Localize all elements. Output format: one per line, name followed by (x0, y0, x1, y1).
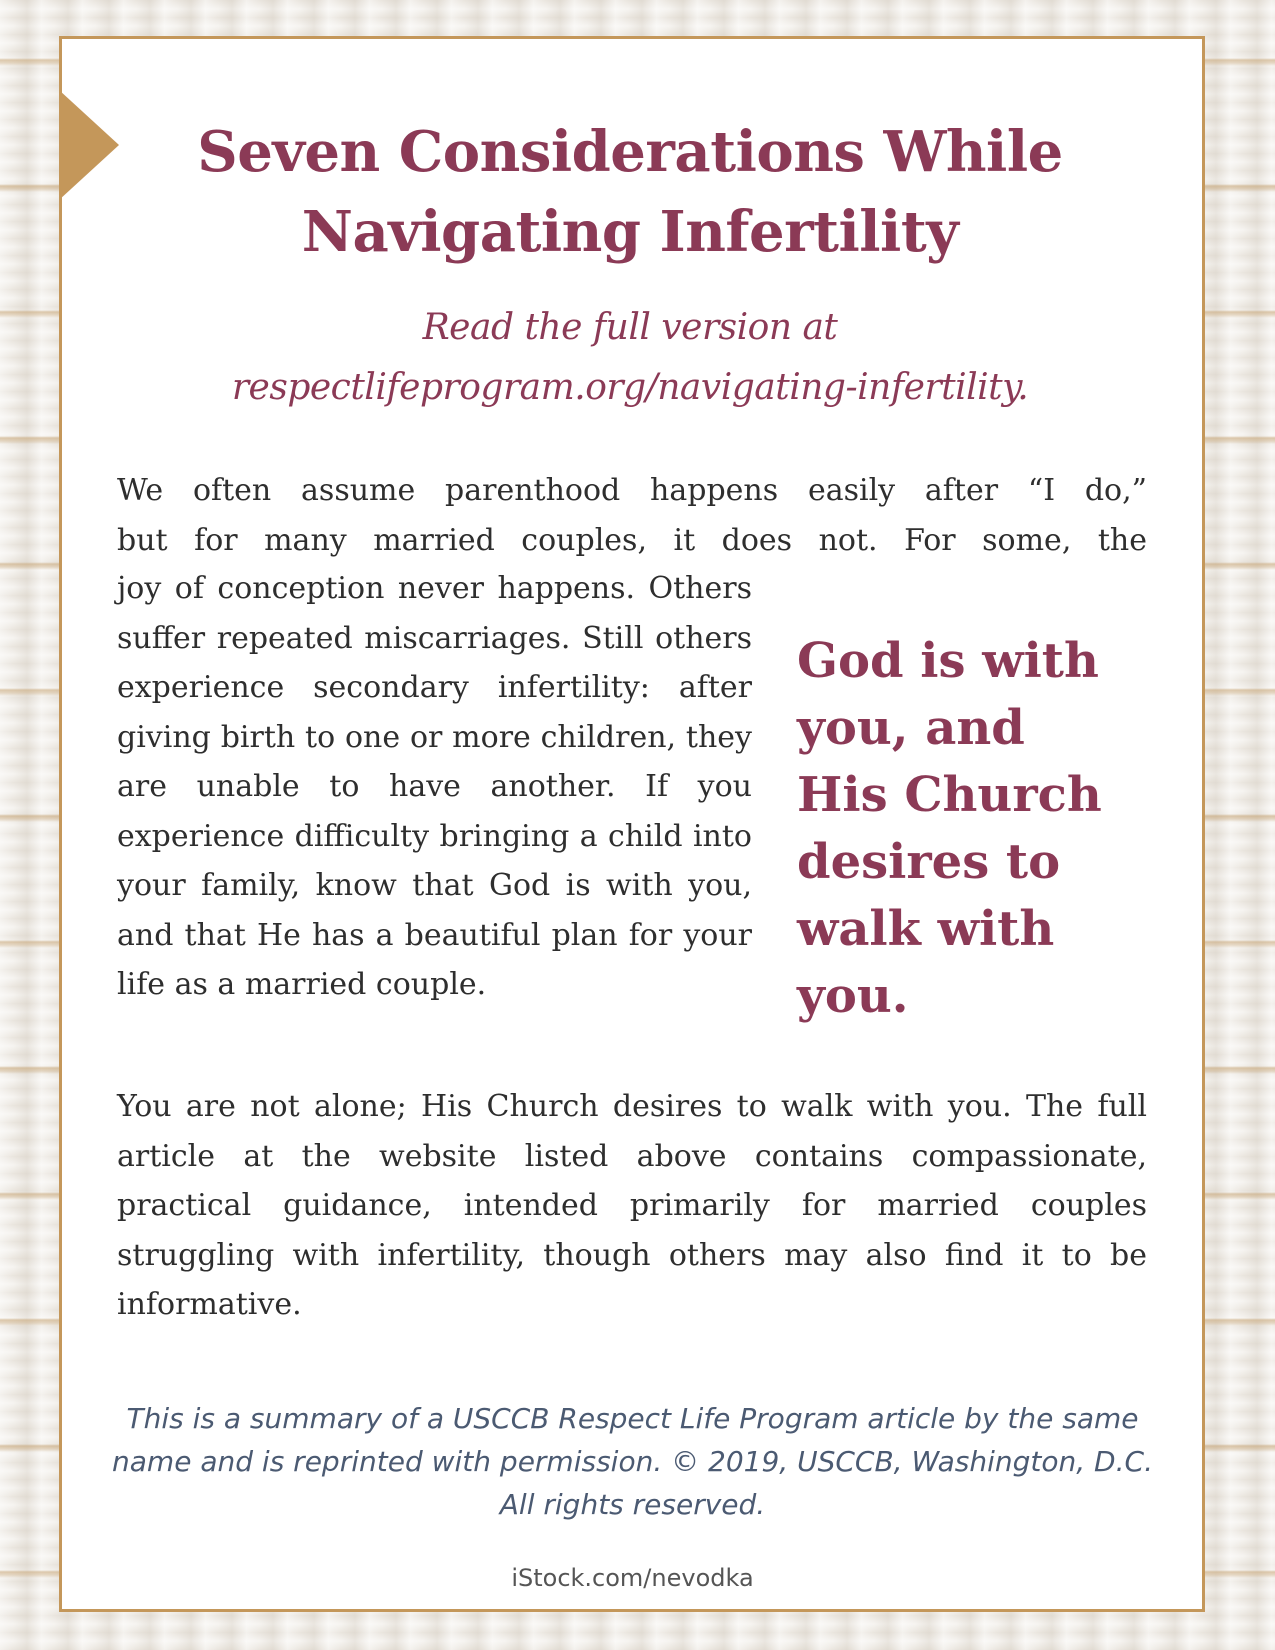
photo-credit: iStock.com/nevodka (511, 1564, 754, 1592)
intro-line-2: but for many married couples, it does not. For some, the (117, 522, 1147, 558)
subtitle-url: respectlifeprogram.org/navigating-infertility. (231, 367, 1029, 408)
second-paragraph: You are not alone; His Church desires to walk with you. The full article at the website listed above contains compassionate, practical guidance, intended primarily for married couples struggling with infertility, though others may also find it to be informative. (117, 1089, 1147, 1322)
page-title: Seven Considerations While Navigating Infertility (197, 119, 1063, 265)
subtitle (90, 298, 1170, 418)
intro-paragraph-column: joy of conception never happens. Others suffer repeated miscarriages. Still others experience secondary infertility: after giving birth to one or more children, they are unable to have another. If you experience difficulty bringing a child into your family, know that God is with you, and that He has a beautiful plan for your life as a married couple. (117, 571, 752, 1002)
subtitle-line-1: Read the full version at (422, 307, 838, 348)
pull-quote: God is with you, and His Church desires to walk with you. (797, 633, 1102, 1024)
source-credit: This is a summary of a USCCB Respect Life Program article by the same name and is reprinted with permission. © 2019, USCCB, Washington, D.C. All rights reserved. (112, 1402, 1153, 1521)
intro-line-1: We often assume parenthood happens easily after “I do,” (117, 473, 1147, 508)
intro-paragraph-start (117, 466, 1147, 565)
